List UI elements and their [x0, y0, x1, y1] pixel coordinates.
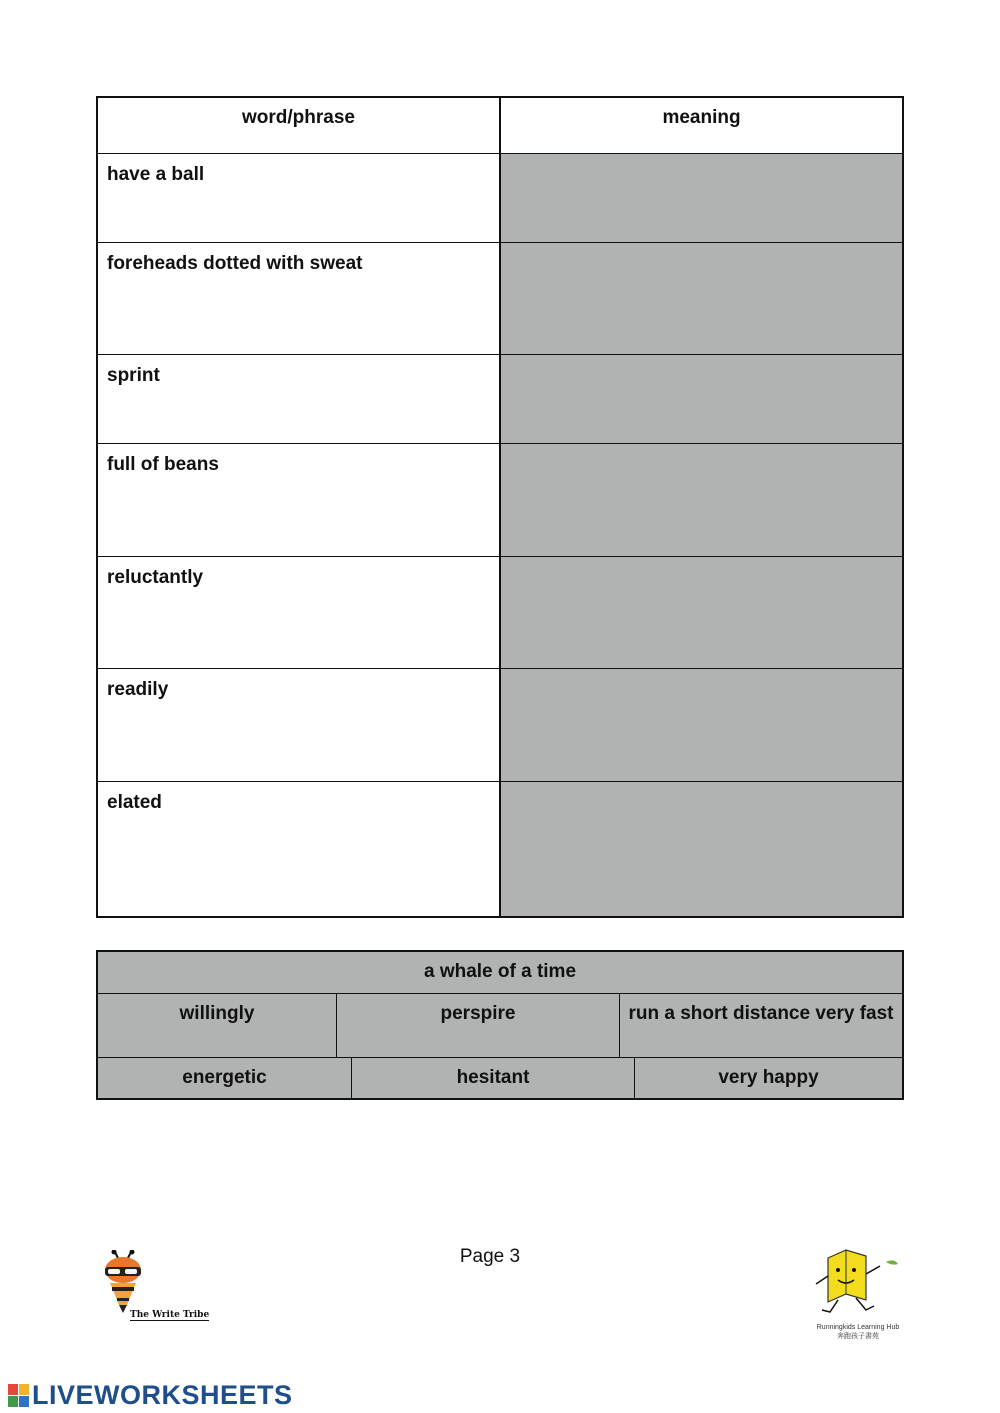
- table-row: [98, 782, 902, 916]
- runningkids-logo-subtext: 奔跑孩子書苑: [837, 1333, 879, 1340]
- word-bank-row: [98, 952, 902, 994]
- meaning-drop-zone[interactable]: [501, 355, 902, 443]
- word-cell: sprint: [98, 355, 501, 443]
- draggable-answer-a-whale-of-a-time[interactable]: a whale of a time: [423, 961, 577, 982]
- word-cell: reluctantly: [98, 557, 501, 668]
- header-word-phrase: word/phrase: [98, 98, 501, 153]
- meaning-drop-zone[interactable]: [501, 154, 902, 242]
- word-bank-row: [98, 1058, 902, 1098]
- draggable-answer-run-a-short-distance[interactable]: run a short distance very fast: [619, 994, 902, 1057]
- meaning-drop-zone[interactable]: [501, 243, 902, 354]
- draggable-answer-perspire[interactable]: perspire: [336, 994, 619, 1057]
- word-bank: [96, 950, 904, 1100]
- runningkids-logo: [808, 1244, 908, 1342]
- draggable-answer-willingly[interactable]: willingly: [179, 1003, 255, 1024]
- table-row: [98, 669, 902, 782]
- draggable-answer-hesitant[interactable]: hesitant: [351, 1058, 634, 1098]
- word-cell: have a ball: [98, 154, 501, 242]
- bee-icon: [98, 1250, 158, 1318]
- table-row: [98, 444, 902, 557]
- table-row: [98, 243, 902, 355]
- write-tribe-logo-text: The Write Tribe: [130, 1310, 210, 1320]
- word-cell: readily: [98, 669, 501, 781]
- table-row: [98, 154, 902, 243]
- table-row: [98, 355, 902, 444]
- word-cell: full of beans: [98, 444, 501, 556]
- table-header-row: [98, 98, 902, 154]
- word-cell: elated: [98, 782, 501, 916]
- meaning-drop-zone[interactable]: [501, 782, 902, 916]
- running-book-icon: [808, 1244, 904, 1318]
- runningkids-logo-text: Runningkids Learning Hub: [816, 1324, 900, 1331]
- header-meaning: meaning: [501, 98, 902, 153]
- meaning-drop-zone[interactable]: [501, 557, 902, 668]
- liveworksheets-brand-text: LIVEWORKSHEETS: [32, 1379, 293, 1410]
- meaning-drop-zone[interactable]: [501, 669, 902, 781]
- page-number: Page 3: [459, 1246, 521, 1267]
- draggable-answer-energetic[interactable]: energetic: [182, 1067, 267, 1088]
- write-tribe-logo: [98, 1250, 208, 1328]
- table-row: [98, 557, 902, 669]
- vocabulary-table: [96, 96, 904, 918]
- meaning-drop-zone[interactable]: [501, 444, 902, 556]
- liveworksheets-brand[interactable]: [8, 1380, 293, 1410]
- draggable-answer-very-happy[interactable]: very happy: [634, 1058, 902, 1098]
- liveworksheets-blocks-icon: [8, 1384, 29, 1407]
- word-cell: foreheads dotted with sweat: [98, 243, 501, 354]
- word-bank-row: [98, 994, 902, 1058]
